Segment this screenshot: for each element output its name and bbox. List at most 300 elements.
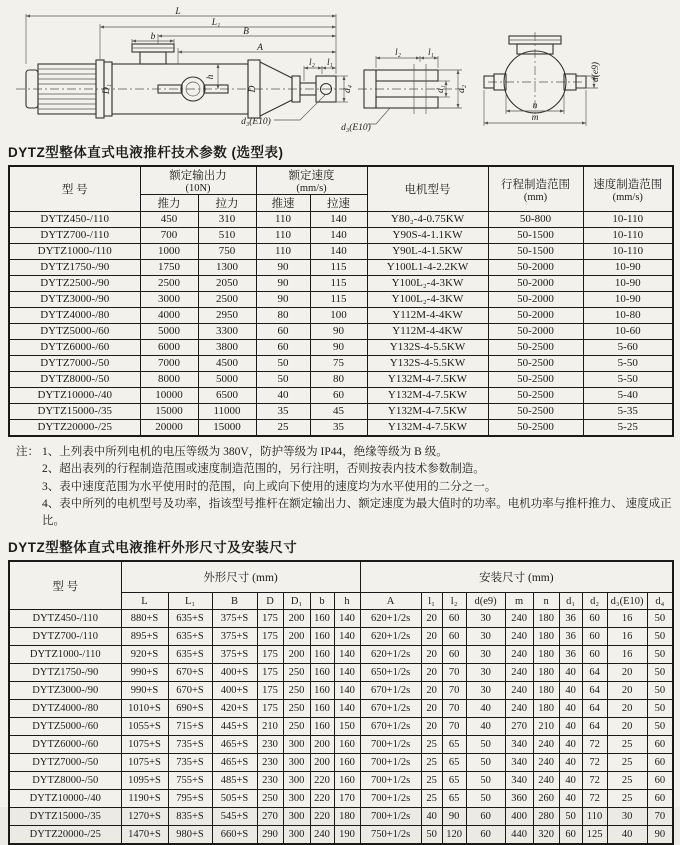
value-cell: 25	[256, 420, 310, 437]
value-cell: 290	[257, 826, 283, 845]
value-cell: 990+S	[121, 682, 168, 700]
value-cell: 50-1500	[488, 228, 583, 244]
value-cell: 40	[256, 388, 310, 404]
value-cell: 440	[505, 826, 533, 845]
value-cell: Y90L-4-1.5KW	[367, 244, 488, 260]
value-cell: 50	[647, 664, 673, 682]
value-cell: 60	[466, 808, 505, 826]
value-cell: 4500	[198, 356, 256, 372]
value-cell: 60	[559, 826, 582, 845]
table-row	[9, 610, 673, 628]
column-header: A	[360, 593, 421, 610]
value-cell: 10-90	[583, 276, 673, 292]
stroke-range-unit: (mm)	[523, 191, 548, 203]
model-cell: DYTZ5000-/60	[9, 718, 121, 736]
note-item: 2、超出表列的行程制造范围或速度制造范围的，另行注明，否则按表内技术参数制造。	[42, 463, 485, 476]
value-cell: 880+S	[121, 610, 168, 628]
sub-header-push-speed: 推速	[256, 195, 310, 212]
value-cell: 72	[582, 790, 607, 808]
column-header: n	[533, 593, 559, 610]
value-cell: 20	[421, 646, 442, 664]
value-cell: 10-110	[583, 228, 673, 244]
value-cell: 485+S	[212, 772, 257, 790]
table-row	[9, 260, 673, 276]
column-header: L	[121, 593, 168, 610]
value-cell: 36	[559, 628, 582, 646]
column-header: h	[334, 593, 360, 610]
value-cell: 25	[421, 790, 442, 808]
value-cell: 15000	[198, 420, 256, 437]
value-cell: 250	[283, 718, 310, 736]
value-cell: 190	[334, 826, 360, 845]
value-cell: 20	[607, 664, 647, 682]
value-cell: 50	[466, 772, 505, 790]
value-cell: 40	[559, 772, 582, 790]
value-cell: 25	[607, 790, 647, 808]
model-cell: DYTZ20000-/25	[9, 826, 121, 845]
col-header-mount-dims: 安装尺寸 (mm)	[360, 561, 673, 593]
value-cell: 635+S	[168, 646, 212, 664]
value-cell: Y132M-4-7.5KW	[367, 420, 488, 437]
value-cell: 30	[466, 628, 505, 646]
model-cell: DYTZ6000-/60	[9, 736, 121, 754]
value-cell: 72	[582, 754, 607, 772]
value-cell: 110	[256, 212, 310, 228]
value-cell: 400+S	[212, 664, 257, 682]
value-cell: 75	[310, 356, 367, 372]
section1-title: DYTZ型整体直式电液推杆技术参数 (选型表)	[8, 145, 284, 160]
col-header-speed-range	[583, 166, 673, 212]
value-cell: 6000	[140, 340, 198, 356]
value-cell: Y132M-4-7.5KW	[367, 404, 488, 420]
value-cell: 700	[140, 228, 198, 244]
value-cell: 50	[647, 628, 673, 646]
value-cell: 1075+S	[121, 736, 168, 754]
value-cell: 360	[505, 790, 533, 808]
value-cell: 700+1/2s	[360, 754, 421, 772]
dim-label-de9: d(e9)	[591, 61, 601, 83]
value-cell: 90	[310, 340, 367, 356]
value-cell: 25	[421, 736, 442, 754]
table-row	[9, 718, 673, 736]
value-cell: 10-110	[583, 212, 673, 228]
value-cell: 230	[257, 772, 283, 790]
value-cell: 40	[559, 700, 582, 718]
value-cell: 36	[559, 610, 582, 628]
value-cell: 60	[442, 646, 466, 664]
value-cell: 160	[334, 772, 360, 790]
model-cell: DYTZ6000-/60	[9, 340, 140, 356]
col-header-model-2: 型 号	[9, 561, 121, 610]
value-cell: 220	[310, 772, 334, 790]
value-cell: 65	[442, 736, 466, 754]
model-cell: DYTZ1750-/90	[9, 260, 140, 276]
model-cell: DYTZ8000-/50	[9, 372, 140, 388]
value-cell: 715+S	[168, 718, 212, 736]
notes-list	[42, 444, 672, 530]
value-cell: 60	[442, 628, 466, 646]
value-cell: 140	[334, 646, 360, 664]
value-cell: 140	[310, 244, 367, 260]
model-cell: DYTZ8000-/50	[9, 772, 121, 790]
column-header: B	[212, 593, 257, 610]
value-cell: 250	[283, 682, 310, 700]
value-cell: 60	[310, 388, 367, 404]
spec-table	[8, 165, 674, 437]
value-cell: 200	[283, 646, 310, 664]
value-cell: 140	[334, 682, 360, 700]
technical-drawing	[8, 6, 672, 138]
value-cell: 25	[607, 754, 647, 772]
column-header: d₃(E10)	[607, 593, 647, 610]
value-cell: 90	[256, 260, 310, 276]
table-row	[9, 356, 673, 372]
value-cell: 240	[505, 682, 533, 700]
value-cell: Y132M-4-7.5KW	[367, 372, 488, 388]
value-cell: 175	[257, 610, 283, 628]
end-view	[484, 32, 601, 126]
value-cell: 240	[505, 664, 533, 682]
value-cell: 125	[582, 826, 607, 845]
value-cell: 270	[257, 808, 283, 826]
value-cell: 735+S	[168, 736, 212, 754]
value-cell: 140	[334, 628, 360, 646]
value-cell: 1095+S	[121, 772, 168, 790]
value-cell: 140	[310, 228, 367, 244]
value-cell: 40	[421, 808, 442, 826]
table-row	[9, 308, 673, 324]
model-cell: DYTZ450-/110	[9, 212, 140, 228]
model-cell: DYTZ700-/110	[9, 228, 140, 244]
value-cell: 50-2000	[488, 276, 583, 292]
table-row	[9, 682, 673, 700]
table-row	[9, 700, 673, 718]
value-cell: 20	[421, 682, 442, 700]
column-header: l₁	[421, 593, 442, 610]
value-cell: 5-50	[583, 372, 673, 388]
value-cell: 200	[283, 610, 310, 628]
value-cell: 700+1/2s	[360, 736, 421, 754]
model-cell: DYTZ1000-/110	[9, 646, 121, 664]
value-cell: Y100L₂-4-3KW	[367, 276, 488, 292]
value-cell: 50-2500	[488, 372, 583, 388]
value-cell: 10-90	[583, 260, 673, 276]
value-cell: 250	[257, 790, 283, 808]
table-row	[9, 212, 673, 228]
value-cell: 65	[442, 772, 466, 790]
value-cell: 160	[310, 700, 334, 718]
value-cell: 50	[256, 372, 310, 388]
value-cell: 110	[256, 228, 310, 244]
value-cell: 920+S	[121, 646, 168, 664]
value-cell: 72	[582, 736, 607, 754]
value-cell: 160	[310, 610, 334, 628]
model-cell: DYTZ4000-/80	[9, 308, 140, 324]
dim-label-d3: d₃(E10)	[241, 117, 271, 127]
rated-speed-unit: (mm/s)	[296, 183, 327, 194]
value-cell: 20	[421, 718, 442, 736]
col-header-outline-dims: 外形尺寸 (mm)	[121, 561, 360, 593]
value-cell: 400	[505, 808, 533, 826]
value-cell: 36	[559, 646, 582, 664]
model-cell: DYTZ7000-/50	[9, 754, 121, 772]
value-cell: 50-2500	[488, 356, 583, 372]
value-cell: 7000	[140, 356, 198, 372]
notes-label: 注：	[16, 446, 39, 458]
table-row	[9, 420, 673, 437]
value-cell: 240	[505, 610, 533, 628]
value-cell: 30	[607, 808, 647, 826]
value-cell: 310	[198, 212, 256, 228]
value-cell: 20	[421, 628, 442, 646]
value-cell: 60	[647, 754, 673, 772]
value-cell: 25	[421, 772, 442, 790]
value-cell: 150	[334, 718, 360, 736]
value-cell: 170	[334, 790, 360, 808]
value-cell: 30	[466, 664, 505, 682]
value-cell: 50	[466, 736, 505, 754]
value-cell: 635+S	[168, 628, 212, 646]
value-cell: 70	[647, 808, 673, 826]
value-cell: Y132S-4-5.5KW	[367, 340, 488, 356]
value-cell: 750	[198, 244, 256, 260]
note-item: 4、表中所列的电机型号及功率，指该型号推杆在额定输出力、额定速度为最大值时的功率。电机功率与推杆推力、 速度成正比。	[42, 497, 672, 527]
value-cell: 1000	[140, 244, 198, 260]
value-cell: 160	[334, 754, 360, 772]
value-cell: Y90S-4-1.1KW	[367, 228, 488, 244]
table-row	[9, 228, 673, 244]
value-cell: 140	[310, 212, 367, 228]
value-cell: 20	[421, 610, 442, 628]
value-cell: 5-35	[583, 404, 673, 420]
value-cell: 50	[647, 610, 673, 628]
value-cell: 115	[310, 260, 367, 276]
value-cell: 50	[647, 682, 673, 700]
rated-force-unit: (10N)	[185, 183, 211, 194]
model-cell: DYTZ2500-/90	[9, 276, 140, 292]
value-cell: 50-2500	[488, 420, 583, 437]
value-cell: 700+1/2s	[360, 772, 421, 790]
model-cell: DYTZ7000-/50	[9, 356, 140, 372]
table-row	[9, 664, 673, 682]
value-cell: 465+S	[212, 754, 257, 772]
value-cell: 160	[310, 664, 334, 682]
value-cell: 300	[283, 754, 310, 772]
table-row	[9, 790, 673, 808]
value-cell: 340	[505, 736, 533, 754]
model-cell: DYTZ10000-/40	[9, 388, 140, 404]
value-cell: 8000	[140, 372, 198, 388]
side-view	[16, 7, 353, 127]
value-cell: 545+S	[212, 808, 257, 826]
value-cell: Y112M-4-4KW	[367, 324, 488, 340]
column-header: d(e9)	[466, 593, 505, 610]
value-cell: 50-800	[488, 212, 583, 228]
value-cell: 2500	[198, 292, 256, 308]
value-cell: 160	[310, 646, 334, 664]
value-cell: 2050	[198, 276, 256, 292]
value-cell: 160	[334, 736, 360, 754]
value-cell: 5000	[140, 324, 198, 340]
value-cell: Y132S-4-5.5KW	[367, 356, 488, 372]
dim-label-d1: d₁	[436, 84, 446, 94]
dim-label-L: L	[175, 7, 181, 17]
value-cell: 1190+S	[121, 790, 168, 808]
table-row	[9, 754, 673, 772]
value-cell: 175	[257, 646, 283, 664]
value-cell: 60	[647, 736, 673, 754]
value-cell: 60	[647, 772, 673, 790]
model-cell: DYTZ5000-/60	[9, 324, 140, 340]
value-cell: 650+1/2s	[360, 664, 421, 682]
value-cell: 1270+S	[121, 808, 168, 826]
value-cell: 6500	[198, 388, 256, 404]
table-row	[9, 276, 673, 292]
value-cell: 50	[647, 700, 673, 718]
value-cell: 50	[466, 754, 505, 772]
note-item: 3、表中速度范围为水平使用时的范围，向上或向下使用的速度均为水平使用的二分之一。	[42, 480, 497, 493]
dim-label-l2: l₂	[309, 58, 315, 68]
value-cell: Y132M-4-7.5KW	[367, 388, 488, 404]
value-cell: 60	[442, 610, 466, 628]
model-cell: DYTZ15000-/35	[9, 404, 140, 420]
value-cell: 90	[442, 808, 466, 826]
value-cell: 40	[559, 718, 582, 736]
dim-label-d4: d₄	[343, 84, 353, 94]
value-cell: 3800	[198, 340, 256, 356]
value-cell: 64	[582, 718, 607, 736]
dim-label-l1-detail: l₁	[428, 48, 434, 58]
table-row	[9, 292, 673, 308]
table-row	[9, 388, 673, 404]
value-cell: 340	[505, 754, 533, 772]
value-cell: 980+S	[168, 826, 212, 845]
value-cell: 25	[607, 736, 647, 754]
value-cell: 240	[505, 646, 533, 664]
value-cell: 180	[533, 664, 559, 682]
value-cell: 20	[607, 682, 647, 700]
value-cell: 60	[256, 340, 310, 356]
column-header: d₂	[582, 593, 607, 610]
value-cell: 230	[257, 754, 283, 772]
sub-header-push-force: 推力	[140, 195, 198, 212]
value-cell: 300	[283, 790, 310, 808]
table-row	[9, 324, 673, 340]
dim-label-B: B	[243, 27, 249, 37]
value-cell: 270	[505, 718, 533, 736]
value-cell: 11000	[198, 404, 256, 420]
dim-label-d2: d₂	[457, 84, 467, 94]
value-cell: 505+S	[212, 790, 257, 808]
value-cell: 990+S	[121, 664, 168, 682]
value-cell: 160	[310, 682, 334, 700]
table-row	[9, 772, 673, 790]
column-header: d₄	[647, 593, 673, 610]
model-cell: DYTZ3000-/90	[9, 682, 121, 700]
table-row	[9, 628, 673, 646]
value-cell: 2950	[198, 308, 256, 324]
value-cell: 210	[257, 718, 283, 736]
value-cell: 20	[421, 664, 442, 682]
col-header-stroke-range	[488, 166, 583, 212]
note-item: 1、上列表中所列电机的电压等级为 380V，防护等级为 IP44，绝缘等级为 B 级。	[42, 446, 448, 458]
column-header: L₁	[168, 593, 212, 610]
value-cell: 260	[533, 790, 559, 808]
value-cell: 4000	[140, 308, 198, 324]
column-header: m	[505, 593, 533, 610]
model-cell: DYTZ450-/110	[9, 610, 121, 628]
value-cell: 50	[559, 808, 582, 826]
value-cell: 15000	[140, 404, 198, 420]
col-header-rated-force	[140, 166, 256, 195]
value-cell: 50-2500	[488, 388, 583, 404]
value-cell: 400+S	[212, 682, 257, 700]
value-cell: 220	[310, 808, 334, 826]
column-header: l₂	[442, 593, 466, 610]
value-cell: 140	[334, 700, 360, 718]
value-cell: 60	[466, 826, 505, 845]
value-cell: 5-50	[583, 356, 673, 372]
value-cell: 70	[442, 664, 466, 682]
column-header: d₁	[559, 593, 582, 610]
value-cell: 20000	[140, 420, 198, 437]
value-cell: 60	[256, 324, 310, 340]
value-cell: 40	[559, 790, 582, 808]
model-cell: DYTZ20000-/25	[9, 420, 140, 437]
value-cell: 1075+S	[121, 754, 168, 772]
value-cell: 50-2000	[488, 308, 583, 324]
value-cell: 65	[442, 790, 466, 808]
value-cell: Y80₂-4-0.75KW	[367, 212, 488, 228]
value-cell: 25	[421, 754, 442, 772]
value-cell: 795+S	[168, 790, 212, 808]
table-row	[9, 340, 673, 356]
value-cell: 180	[334, 808, 360, 826]
value-cell: 465+S	[212, 736, 257, 754]
dim-label-D: D	[248, 85, 258, 93]
value-cell: 240	[310, 826, 334, 845]
value-cell: 240	[505, 628, 533, 646]
value-cell: 16	[607, 610, 647, 628]
value-cell: 115	[310, 276, 367, 292]
value-cell: 10-80	[583, 308, 673, 324]
value-cell: 16	[607, 646, 647, 664]
value-cell: 50	[647, 646, 673, 664]
value-cell: 60	[582, 628, 607, 646]
value-cell: 635+S	[168, 610, 212, 628]
dimensions-table	[8, 560, 674, 845]
value-cell: 670+1/2s	[360, 700, 421, 718]
value-cell: 100	[310, 308, 367, 324]
value-cell: 735+S	[168, 754, 212, 772]
dim-label-A: A	[257, 43, 263, 53]
dim-label-D1: D₁	[102, 83, 112, 95]
value-cell: 700+1/2s	[360, 790, 421, 808]
value-cell: 30	[466, 610, 505, 628]
value-cell: 5-40	[583, 388, 673, 404]
dim-label-h: h	[206, 74, 216, 80]
value-cell: 670+1/2s	[360, 682, 421, 700]
value-cell: 375+S	[212, 628, 257, 646]
value-cell: 70	[442, 682, 466, 700]
value-cell: 80	[256, 308, 310, 324]
value-cell: 64	[582, 700, 607, 718]
value-cell: 35	[310, 420, 367, 437]
rated-speed-label: 额定速度	[288, 170, 335, 182]
value-cell: 180	[533, 628, 559, 646]
value-cell: 445+S	[212, 718, 257, 736]
section2-title: DYTZ型整体直式电液推杆外形尺寸及安装尺寸	[8, 540, 298, 556]
